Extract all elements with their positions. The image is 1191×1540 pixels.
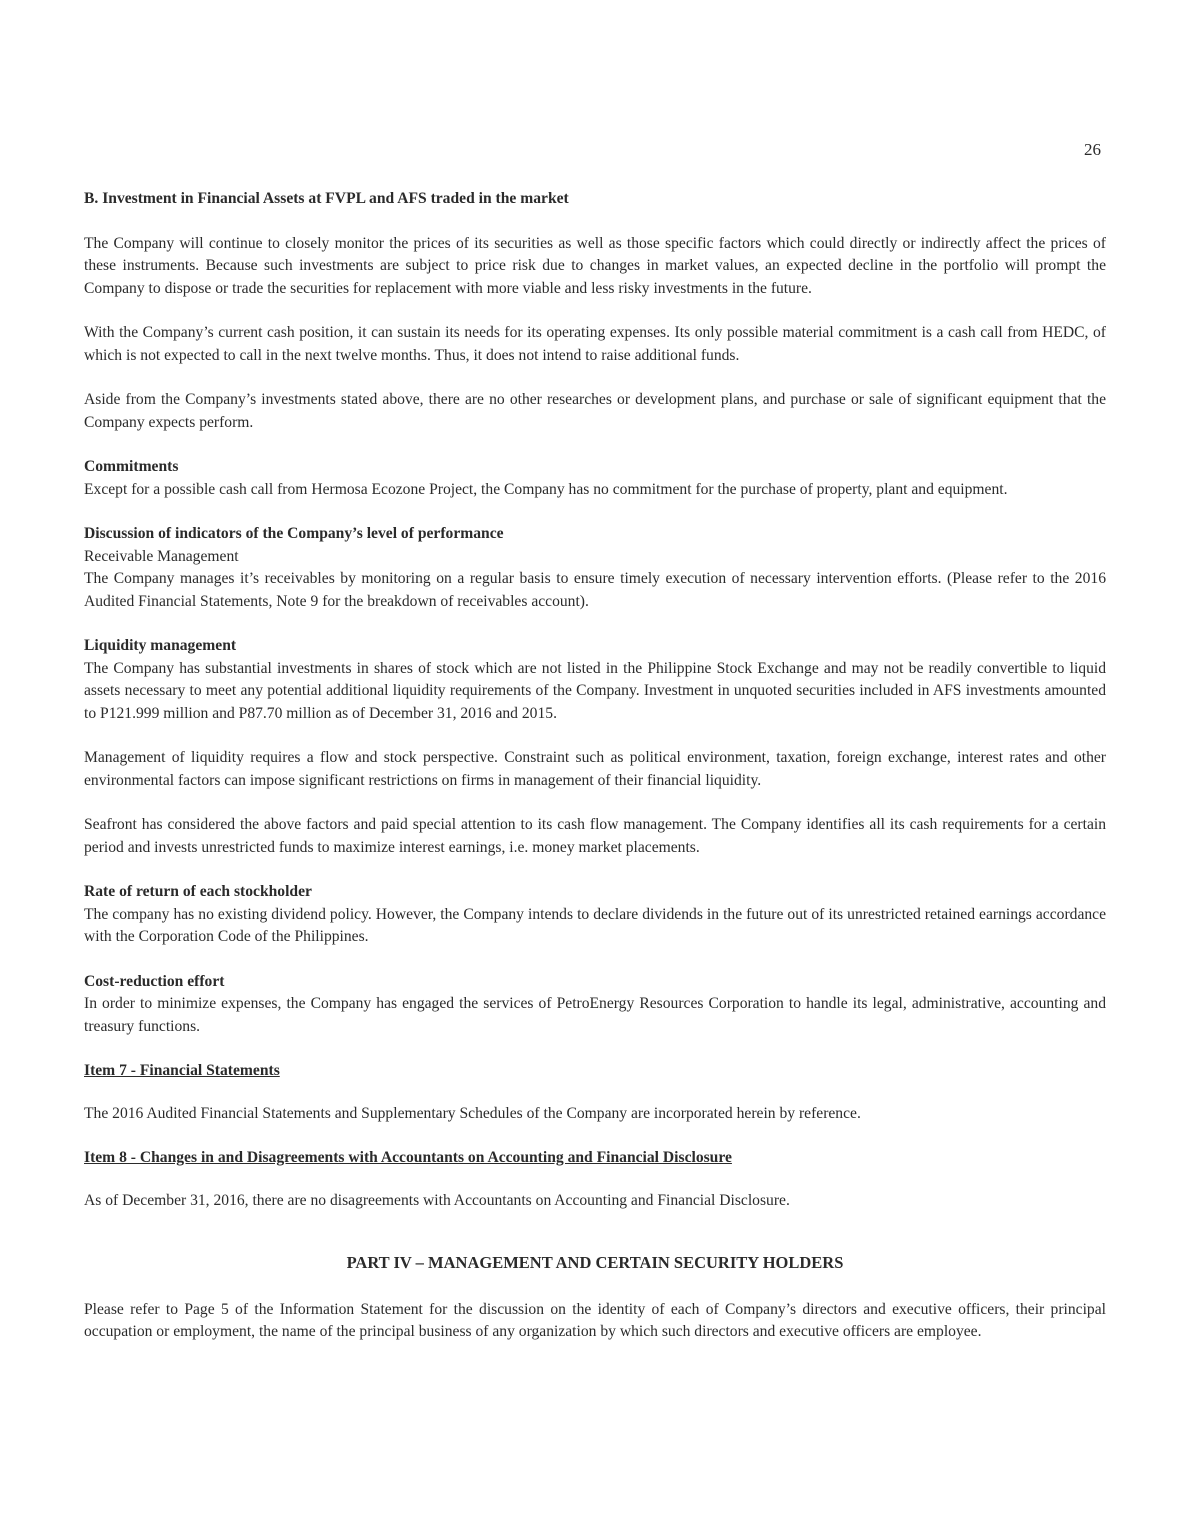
section-b-paragraph-2: With the Company’s current cash position, it can sustain its needs for its operating expenses. Its only possible material commitment is a cash call from HEDC, of which is not expected to call in the next twelve months. Thus, it does not intend to raise additional funds. <box>84 324 1106 364</box>
cost-reduction-text: In order to minimize expenses, the Company has engaged the services of PetroEnergy Resources Corporation to handle its legal, administrative, accounting and treasury functions. <box>84 995 1106 1035</box>
part4-text: Please refer to Page 5 of the Information Statement for the discussion on the identity of each of Company’s directors and executive officers, their principal occupation or employment, the name of the principal business of any organization by which such directors and executive officers are employee. <box>84 1300 1106 1340</box>
item7-heading: Item 7 - Financial Statements <box>84 1062 280 1079</box>
liquidity-paragraph-2: Management of liquidity requires a flow and stock perspective. Constraint such as political environment, taxation, foreign exchange, interest rates and other environmental factors can impose significant restrictions on firms in management of their financial liquidity. <box>84 749 1106 789</box>
item7-text: The 2016 Audited Financial Statements and Supplementary Schedules of the Company are incorporated herein by reference. <box>84 1104 861 1122</box>
liquidity-heading: Liquidity management <box>84 637 237 654</box>
cost-reduction-heading: Cost-reduction effort <box>84 972 225 990</box>
rate-of-return-heading: Rate of return of each stockholder <box>84 883 312 900</box>
rate-of-return-text: The company has no existing dividend policy. However, the Company intends to declare dividends in the future out of its unrestricted retained earnings accordance with the Corporation Code of the Philippines. <box>84 905 1106 945</box>
commitments-text: Except for a possible cash call from Hermosa Ecozone Project, the Company has no commitment for the purchase of property, plant and equipment. <box>84 480 1008 498</box>
section-b-paragraph-1: The Company will continue to closely monitor the prices of its securities as well as those specific factors which could directly or indirectly affect the prices of these instruments. Because such investments are subject to price risk due to changes in market values, an expected decline in the portfolio will prompt the Company to dispose or trade the securities for replacement with more viable and less risky investments in the future. <box>84 234 1106 297</box>
receivable-management-subheading: Receivable Management <box>84 547 239 565</box>
indicators-text: The Company manages it’s receivables by monitoring on a regular basis to ensure timely execution of necessary intervention efforts. (Please refer to the 2016 Audited Financial Statements, Note 9 for the breakdown of receivables account). <box>84 570 1106 610</box>
commitments-heading: Commitments <box>84 458 179 475</box>
page-number: 26 <box>1084 140 1101 159</box>
page-content <box>84 188 1106 1344</box>
section-b-paragraph-3: Aside from the Company’s investments stated above, there are no other researches or development plans, and purchase or sale of significant equipment that the Company expects perform. <box>84 391 1106 431</box>
liquidity-paragraph-1: The Company has substantial investments in shares of stock which are not listed in the Philippine Stock Exchange and may not be readily convertible to liquid assets necessary to meet any potential additional liquidity requirements of the Company. Investment in unquoted securities included in AFS investments amounted to P121.999 million and P87.70 million as of December 31, 2016 and 2015. <box>84 659 1106 722</box>
liquidity-paragraph-3: Seafront has considered the above factors and paid special attention to its cash flow management. The Company identifies all its cash requirements for a certain period and invests unrestricted funds to maximize interest earnings, i.e. money market placements. <box>84 816 1106 856</box>
item8-heading: Item 8 - Changes in and Disagreements with Accountants on Accounting and Financial Disclosure <box>84 1149 732 1166</box>
part4-heading: PART IV – MANAGEMENT AND CERTAIN SECURITY HOLDERS <box>346 1253 844 1272</box>
section-b-heading: B. Investment in Financial Assets at FVPL and AFS traded in the market <box>84 190 569 207</box>
item8-text: As of December 31, 2016, there are no disagreements with Accountants on Accounting and Financial Disclosure. <box>84 1191 790 1209</box>
indicators-heading: Discussion of indicators of the Company’s level of performance <box>84 525 504 542</box>
